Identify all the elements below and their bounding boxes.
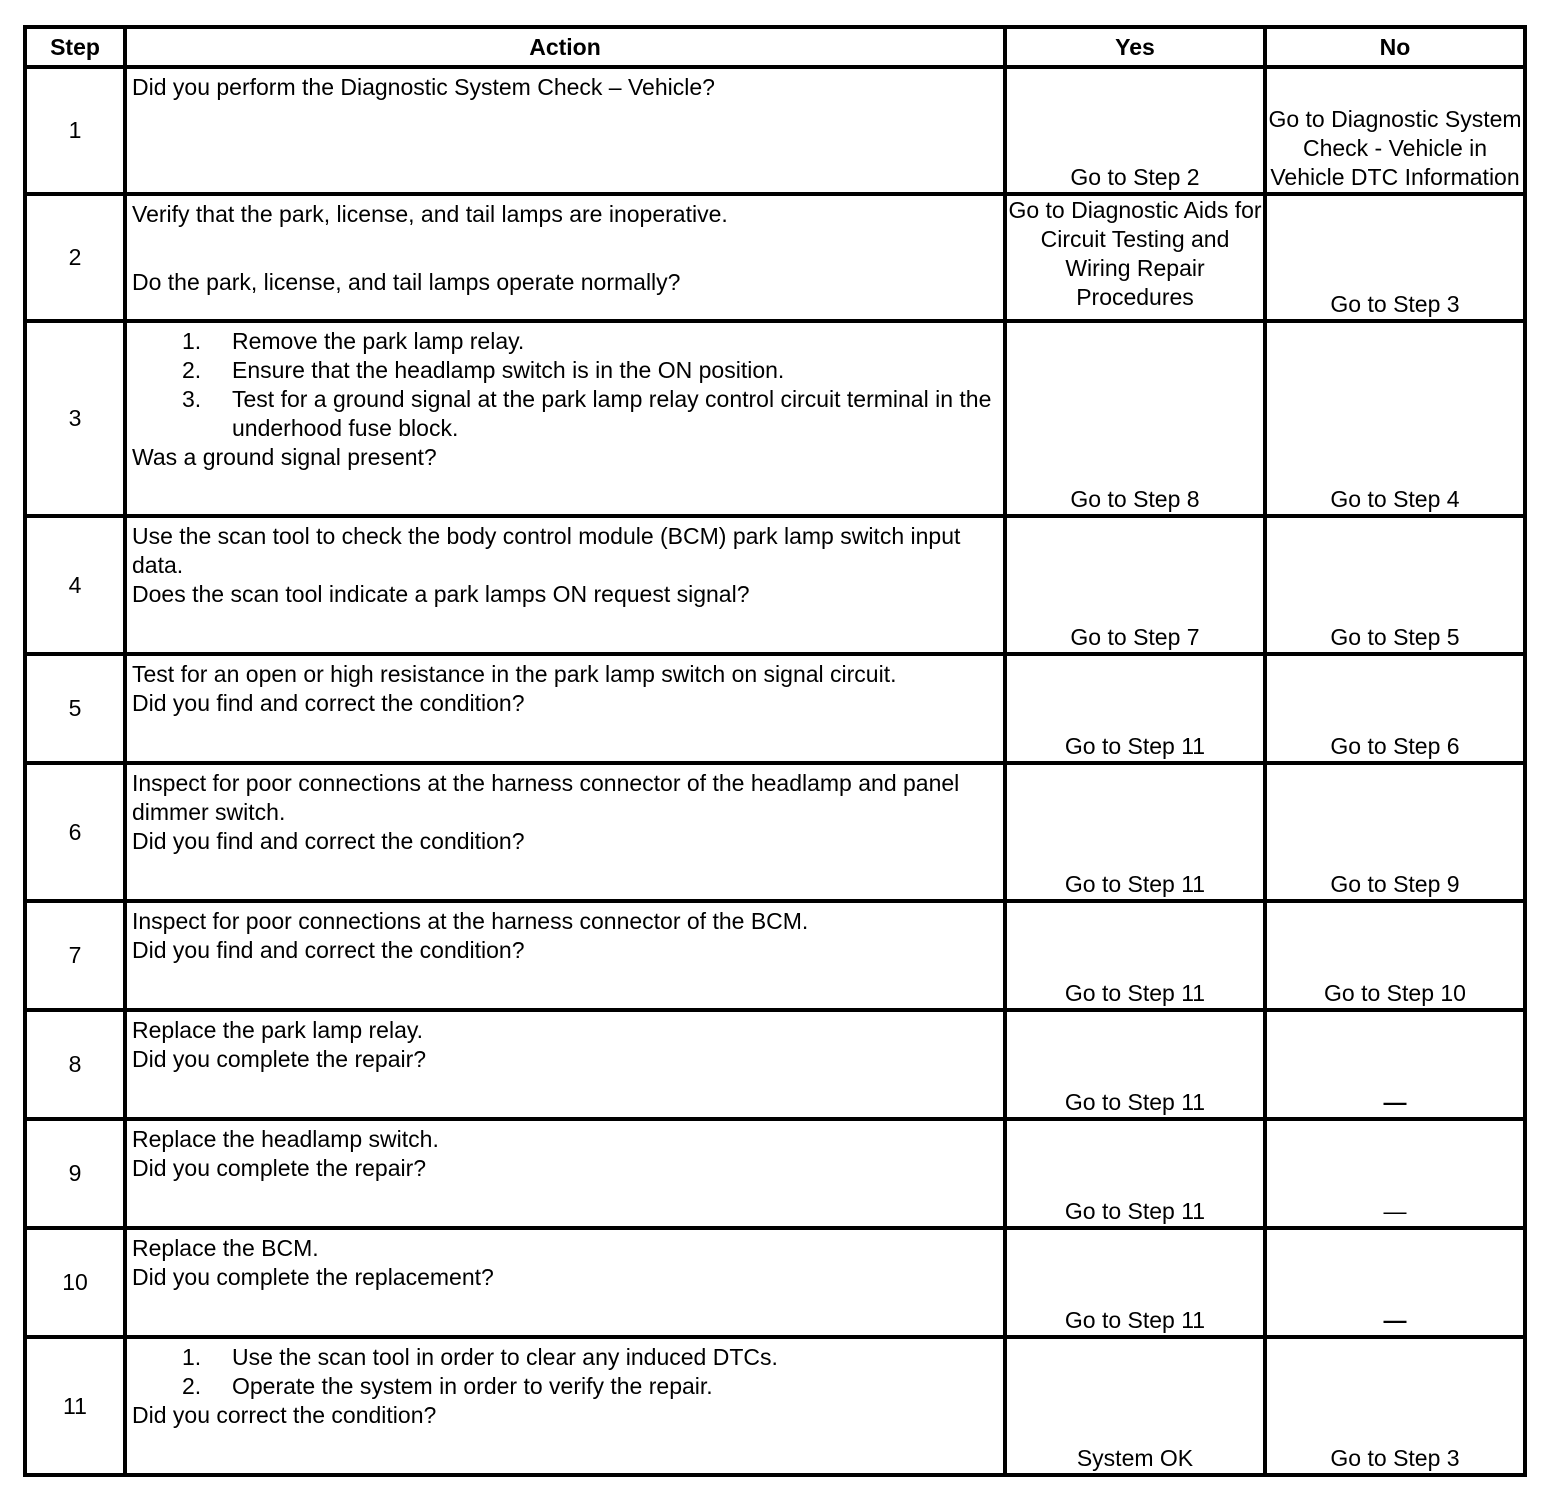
yes-outcome: Go to Step 11 [1005,1119,1265,1228]
action-cell [125,194,1005,321]
step-number: 5 [25,654,125,763]
table-row [25,321,1525,516]
action-cell [125,654,1005,763]
action-text: Replace the BCM. [132,1235,319,1261]
table-row [25,1228,1525,1337]
yes-outcome: Go to Step 11 [1005,1010,1265,1119]
action-text: Inspect for poor connections at the harness connector of the headlamp and panel dimmer switch. [132,770,960,825]
list-item [182,1372,997,1401]
yes-outcome: Go to Step 11 [1005,763,1265,901]
action-question: Did you find and correct the condition? [132,690,525,716]
action-cell [125,516,1005,654]
table-row [25,1337,1525,1475]
no-outcome: Go to Step 6 [1265,654,1525,763]
no-outcome: Go to Step 9 [1265,763,1525,901]
yes-outcome: Go to Step 11 [1005,901,1265,1010]
step-number: 1 [25,67,125,194]
action-text: Replace the park lamp relay. [132,1017,424,1043]
list-item-number: 2. [182,357,202,383]
no-outcome: — [1265,1119,1525,1228]
action-cell [125,321,1005,516]
action-question: Did you complete the repair? [132,1046,427,1072]
no-outcome: Go to Step 3 [1265,1337,1525,1475]
header-row [25,27,1525,67]
no-outcome: Go to Step 5 [1265,516,1525,654]
step-number: 2 [25,194,125,321]
step-number: 10 [25,1228,125,1337]
list-item [182,327,997,356]
step-number: 11 [25,1337,125,1475]
action-cell [125,1337,1005,1475]
step-number: 7 [25,901,125,1010]
yes-outcome: Go to Step 11 [1005,1228,1265,1337]
action-question: Did you find and correct the condition? [132,828,525,854]
table-row [25,763,1525,901]
header-step: Step [25,27,125,67]
action-question: Did you complete the replacement? [132,1264,494,1290]
action-text: Inspect for poor connections at the harness connector of the BCM. [132,908,809,934]
yes-outcome: Go to Step 8 [1005,321,1265,516]
list-item [182,356,997,385]
yes-outcome: Go to Step 2 [1005,67,1265,194]
table-row [25,1010,1525,1119]
action-question: Did you correct the condition? [132,1402,437,1428]
action-text: Test for an open or high resistance in the park lamp switch on signal circuit. [132,661,897,687]
yes-outcome: Go to Diagnostic Aids for Circuit Testing and Wiring Repair Procedures [1005,194,1265,321]
action-text: Use the scan tool to check the body control module (BCM) park lamp switch input data. [132,523,961,578]
list-item [182,1343,997,1372]
yes-outcome: System OK [1005,1337,1265,1475]
list-item-text: Test for a ground signal at the park lamp relay control circuit terminal in the underhood fuse block. [232,386,992,441]
header-action: Action [125,27,1005,67]
action-question: Do the park, license, and tail lamps operate normally? [132,269,681,295]
action-question: Did you find and correct the condition? [132,937,525,963]
no-outcome: Go to Step 3 [1265,194,1525,321]
diagnostic-table [23,25,1527,1477]
table-row [25,901,1525,1010]
table-row [25,654,1525,763]
list-item-text: Remove the park lamp relay. [232,328,525,354]
action-text: Did you perform the Diagnostic System Check – Vehicle? [132,74,715,100]
action-cell [125,901,1005,1010]
action-cell [125,763,1005,901]
action-text: Replace the headlamp switch. [132,1126,439,1152]
action-text: Verify that the park, license, and tail lamps are inoperative. [132,201,728,227]
action-cell [125,1228,1005,1337]
no-outcome: — [1265,1010,1525,1119]
table-row [25,1119,1525,1228]
list-item [182,385,997,443]
action-question: Was a ground signal present? [132,444,437,470]
list-item-text: Ensure that the headlamp switch is in the ON position. [232,357,785,383]
step-number: 9 [25,1119,125,1228]
list-item-text: Operate the system in order to verify the repair. [232,1373,713,1399]
action-cell [125,1119,1005,1228]
list-item-number: 3. [182,386,202,412]
no-outcome: Go to Step 4 [1265,321,1525,516]
step-number: 3 [25,321,125,516]
action-question: Did you complete the repair? [132,1155,427,1181]
yes-outcome: Go to Step 11 [1005,654,1265,763]
action-steps-list [132,327,997,443]
step-number: 8 [25,1010,125,1119]
header-yes: Yes [1005,27,1265,67]
step-number: 4 [25,516,125,654]
action-cell [125,1010,1005,1119]
no-outcome: Go to Diagnostic System Check - Vehicle in Vehicle DTC Information [1265,67,1525,194]
action-cell [125,67,1005,194]
list-item-number: 1. [182,328,202,354]
header-no: No [1265,27,1525,67]
list-item-text: Use the scan tool in order to clear any induced DTCs. [232,1344,778,1370]
table-row [25,67,1525,194]
yes-outcome: Go to Step 7 [1005,516,1265,654]
action-question: Does the scan tool indicate a park lamps ON request signal? [132,581,750,607]
list-item-number: 1. [182,1344,202,1370]
no-outcome: Go to Step 10 [1265,901,1525,1010]
step-number: 6 [25,763,125,901]
table-row [25,516,1525,654]
action-steps-list [132,1343,997,1401]
table-row [25,194,1525,321]
no-outcome: — [1265,1228,1525,1337]
list-item-number: 2. [182,1373,202,1399]
